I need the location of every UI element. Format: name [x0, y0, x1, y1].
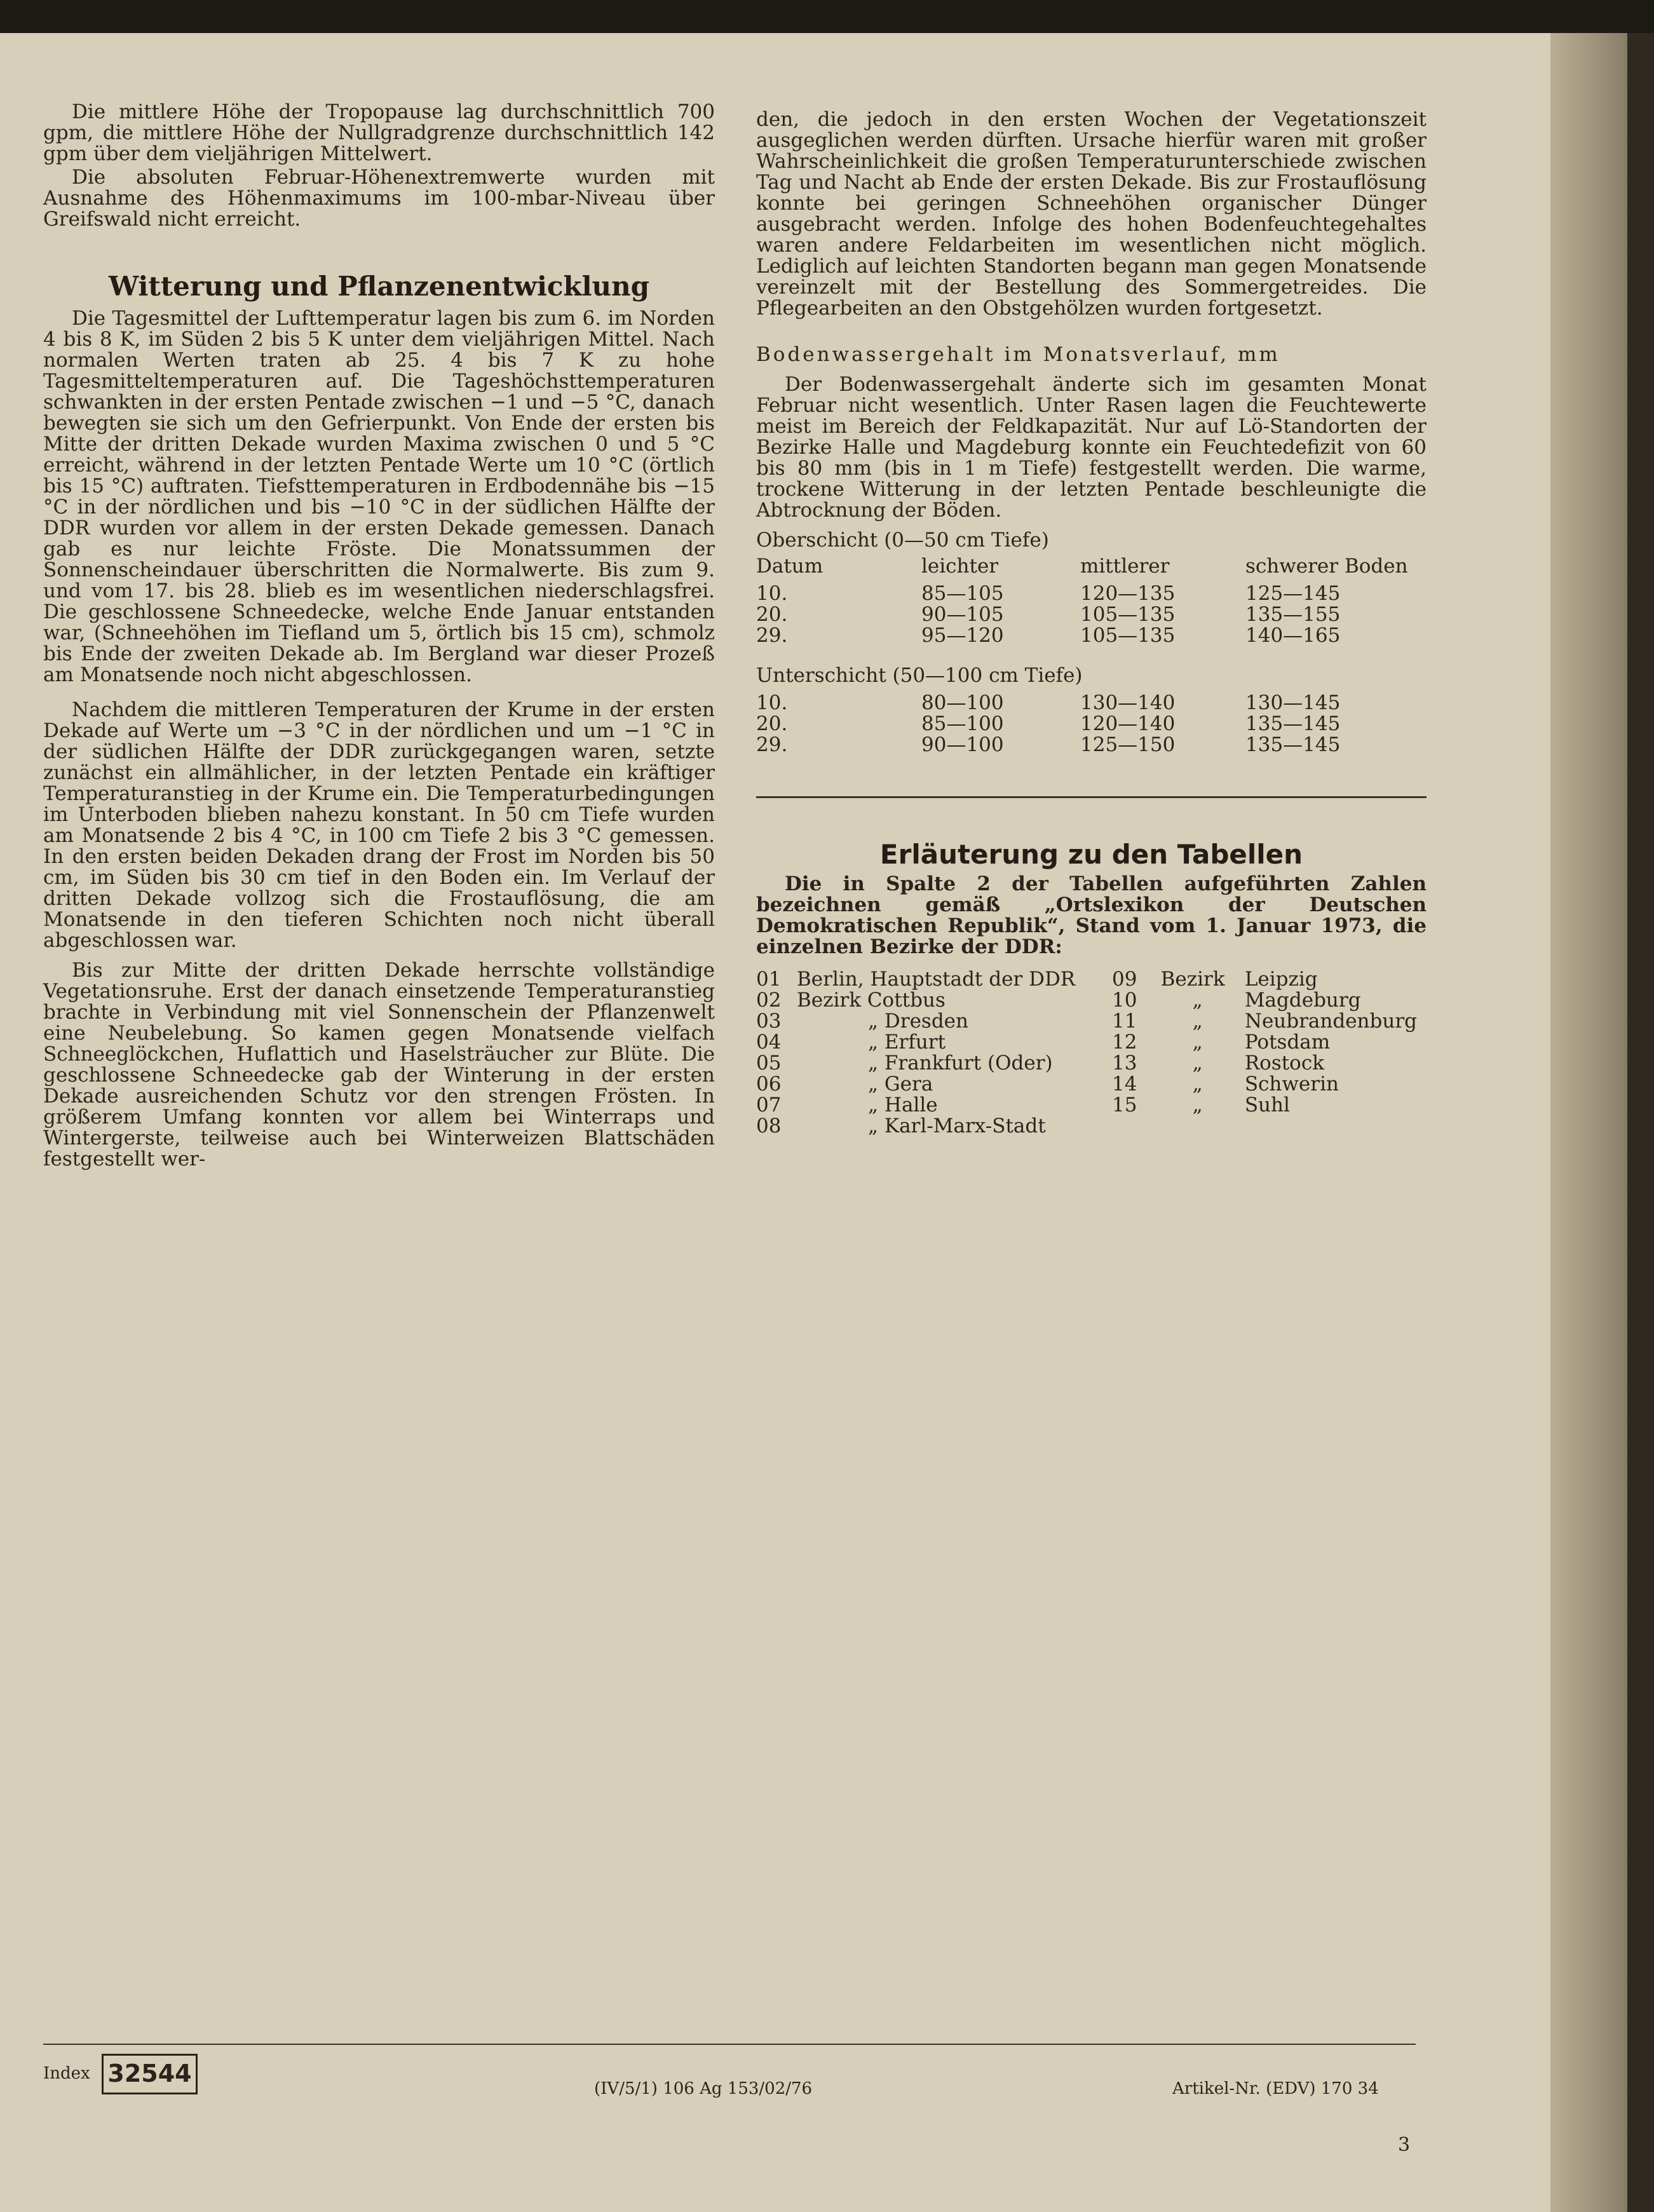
- list-item: 11 „ Neubrandenburg: [1112, 1010, 1417, 1033]
- index-number-box: 32544: [102, 2054, 198, 2094]
- cell: 10.: [756, 691, 788, 714]
- left-column: [43, 102, 715, 1174]
- table-row: [756, 583, 1417, 604]
- cell: 125—150: [1080, 733, 1176, 756]
- section-heading-witterung: Witterung und Pflanzenentwicklung: [109, 271, 649, 302]
- table-row: [756, 714, 1417, 735]
- footer-code: (IV/5/1) 106 Ag 153/02/76: [594, 2079, 813, 2098]
- cell: 105—135: [1080, 603, 1176, 626]
- table-row: [756, 604, 1417, 625]
- section-heading-erlaeuterung: Erläuterung zu den Tabellen: [879, 839, 1303, 870]
- soil-subheading: Bodenwassergehalt im Monatsverlauf, mm: [756, 343, 1280, 366]
- cell: 85—100: [921, 712, 1004, 735]
- header-leichter: leichter: [921, 555, 999, 578]
- table-row: [756, 693, 1417, 714]
- cell: 20.: [756, 712, 788, 735]
- list-item: 09 Bezirk Leipzig: [1112, 968, 1318, 991]
- header-mittlerer: mittlerer: [1080, 555, 1170, 578]
- page-number: 3: [1398, 2134, 1411, 2156]
- cell: 80—100: [921, 691, 1004, 714]
- list-item: 15 „ Suhl: [1112, 1094, 1290, 1116]
- list-item: 06 „ Gera: [756, 1073, 933, 1096]
- soil-table-lower: [756, 693, 1417, 756]
- cell: 135—155: [1245, 603, 1341, 626]
- district-list: [756, 969, 1427, 1147]
- body-paragraph: Nachdem die mittleren Temperaturen der Krume in der ersten Dekade auf Werte um −3 °C in der nördlichen und um −1 °C in der südlichen Hälfte der DDR zurückgegangen waren, setzte zunächst ein allmählicher, in der letzten Pentade ein kräftiger Temperaturanstieg in der Krume ein. Die Temperaturbedingungen im Unterboden blieben nahezu konstant. In 50 cm Tiefe wurden am Monatsende 2 bis 4 °C, in 100 cm Tiefe 2 bis 3 °C gemessen. In den ersten beiden Dekaden drang der Frost im Norden bis 50 cm, im Süden bis 30 cm tief in den Boden ein. Im Verlauf der dritten Dekade vollzog sich die Frostauflösung, die am Monatsende in den tieferen Schichten noch nicht überall abgeschlossen war.: [43, 698, 715, 952]
- cell: 120—140: [1080, 712, 1176, 735]
- cell: 130—145: [1245, 691, 1341, 714]
- list-item: 13 „ Rostock: [1112, 1052, 1324, 1075]
- list-item: 07 „ Halle: [756, 1094, 938, 1116]
- body-paragraph: Bis zur Mitte der dritten Dekade herrschte vollständige Vegetationsruhe. Erst der danach einsetzende Temperaturanstieg brachte in Verbindung mit viel Sonnenschein der Pflanzenwelt eine Neubelebung. So kamen gegen Monatsende vielfach Schneeglöckchen, Huflattich und Haselsträucher zur Blüte. Die geschlossene Schneedecke gab der Winterung in der ersten Dekade ausreichenden Schutz vor den strengen Frösten. In größerem Umfang konnten vor allem bei Winterraps und Wintergerste, teilweise auch bei Winterweizen Blattschäden festgestellt wer-: [43, 959, 715, 1170]
- cell: 90—100: [921, 733, 1004, 756]
- lower-layer-label: Unterschicht (50—100 cm Tiefe): [756, 664, 1083, 687]
- list-item: 01 Berlin, Hauptstadt der DDR: [756, 968, 1076, 991]
- cell: 125—145: [1245, 582, 1341, 605]
- header-schwerer: schwerer Boden: [1245, 555, 1408, 578]
- intro-paragraph: Die mittlere Höhe der Tropopause lag durchschnittlich 700 gpm, die mittlere Höhe der Nullgradgrenze durchschnittlich 142 gpm über dem vieljährigen Mittelwert.: [43, 100, 715, 165]
- cell: 90—105: [921, 603, 1004, 626]
- list-item: 02 Bezirk Cottbus: [756, 989, 946, 1012]
- book-binding: [1550, 33, 1654, 2212]
- district-list-left: [756, 969, 1150, 1137]
- cell: 140—165: [1245, 624, 1341, 647]
- list-item: 14 „ Schwerin: [1112, 1073, 1339, 1096]
- continuation-paragraph: den, die jedoch in den ersten Wochen der Vegetationszeit ausgeglichen werden dürften. Ursache hierfür waren mit großer Wahrscheinlichkeit die großen Temperaturunterschiede zwischen Tag und Nacht ab Ende der ersten Dekade. Bis zur Frostauflösung konnte bei geringen Schneehöhen organischer Dünger ausgebracht werden. Infolge des hohen Bodenfeuchtegehaltes waren andere Feldarbeiten im wesentlichen nicht möglich. Lediglich auf leichten Standorten begann man gegen Monatsende vereinzelt mit der Bestellung des Sommergetreides. Die Pflegearbeiten an den Obstgehölzen wurden fortgesetzt.: [756, 108, 1427, 320]
- cell: 29.: [756, 733, 788, 756]
- article-number: Artikel-Nr. (EDV) 170 34: [1172, 2079, 1379, 2098]
- footer-rule: [43, 2044, 1416, 2045]
- cell: 10.: [756, 582, 788, 605]
- table-row: [756, 735, 1417, 756]
- header-datum: Datum: [756, 555, 824, 578]
- list-item: 08 „ Karl-Marx-Stadt: [756, 1115, 1046, 1137]
- cell: 95—120: [921, 624, 1004, 647]
- section-divider: [756, 796, 1427, 798]
- explanation-paragraph: Die in Spalte 2 der Tabellen aufgeführten Zahlen bezeichnen gemäß „Ortslexikon der Deutschen Demokratischen Republik“, Stand vom 1. Januar 1973, die einzelnen Bezirke der DDR:: [756, 872, 1427, 958]
- index-label: Index: [43, 2064, 90, 2083]
- cell: 105—135: [1080, 624, 1176, 647]
- cell: 120—135: [1080, 582, 1176, 605]
- intro-paragraph: Die absoluten Februar-Höhenextremwerte wurden mit Ausnahme des Höhenmaximums im 100-mbar-Niveau über Greifswald nicht erreicht.: [43, 166, 715, 231]
- soil-paragraph: Der Bodenwassergehalt änderte sich im gesamten Monat Februar nicht wesentlich. Unter Rasen lagen die Feuchtewerte meist im Bereich der Feldkapazität. Nur auf Lö-Standorten der Bezirke Halle und Magdeburg konnte ein Feuchtedefizit von 60 bis 80 mm (bis in 1 m Tiefe) festgestellt werden. Die warme, trockene Witterung in der letzten Pentade beschleunigte die Abtrocknung der Böden.: [756, 373, 1427, 522]
- list-item: 12 „ Potsdam: [1112, 1031, 1331, 1054]
- list-item: 05 „ Frankfurt (Oder): [756, 1052, 1053, 1075]
- body-paragraph: Die Tagesmittel der Lufttemperatur lagen bis zum 6. im Norden 4 bis 8 K, im Süden 2 bis 5 K unter dem vieljährigen Mittel. Nach normalen Werten traten ab 25. 4 bis 7 K zu hohe Tagesmitteltemperaturen auf. Die Tageshöchsttemperaturen schwankten in der ersten Pentade zwischen −1 und −5 °C, danach bewegten sie sich um den Gefrierpunkt. Von Ende der ersten bis Mitte der dritten Dekade wurden Maxima zwischen 0 und 5 °C erreicht, während in der letzten Pentade Werte um 10 °C (örtlich bis 15 °C) auftraten. Tiefsttemperaturen in Erdbodennähe bis −15 °C in der nördlichen und bis −10 °C in der südlichen Hälfte der DDR wurden vor allem in der ersten Dekade gemessen. Danach gab es nur leichte Fröste. Die Monatssummen der Sonnenscheindauer überschritten die Normalwerte. Bis zum 9. und vom 17. bis 28. blieb es im wesentlichen niederschlagsfrei. Die geschlossene Schneedecke, welche Ende Januar entstanden war, (Schneehöhen im Tiefland um 5, örtlich bis 15 cm), schmolz bis Ende der zweiten Dekade ab. Im Bergland war dieser Prozeß am Monatsende noch nicht abgeschlossen.: [43, 307, 715, 686]
- cell: 20.: [756, 603, 788, 626]
- district-list-right: [1112, 969, 1417, 1116]
- cell: 130—140: [1080, 691, 1176, 714]
- list-item: 03 „ Dresden: [756, 1010, 968, 1033]
- upper-layer-label: Oberschicht (0—50 cm Tiefe): [756, 529, 1049, 552]
- list-item: 10 „ Magdeburg: [1112, 989, 1361, 1012]
- soil-table-upper: [756, 556, 1417, 646]
- cell: 29.: [756, 624, 788, 647]
- cell: 135—145: [1245, 733, 1341, 756]
- cell: 135—145: [1245, 712, 1341, 735]
- right-column: [756, 109, 1427, 1147]
- list-item: 04 „ Erfurt: [756, 1031, 946, 1054]
- table-row: [756, 625, 1417, 646]
- table-header-row: [756, 556, 1417, 577]
- cell: 85—105: [921, 582, 1004, 605]
